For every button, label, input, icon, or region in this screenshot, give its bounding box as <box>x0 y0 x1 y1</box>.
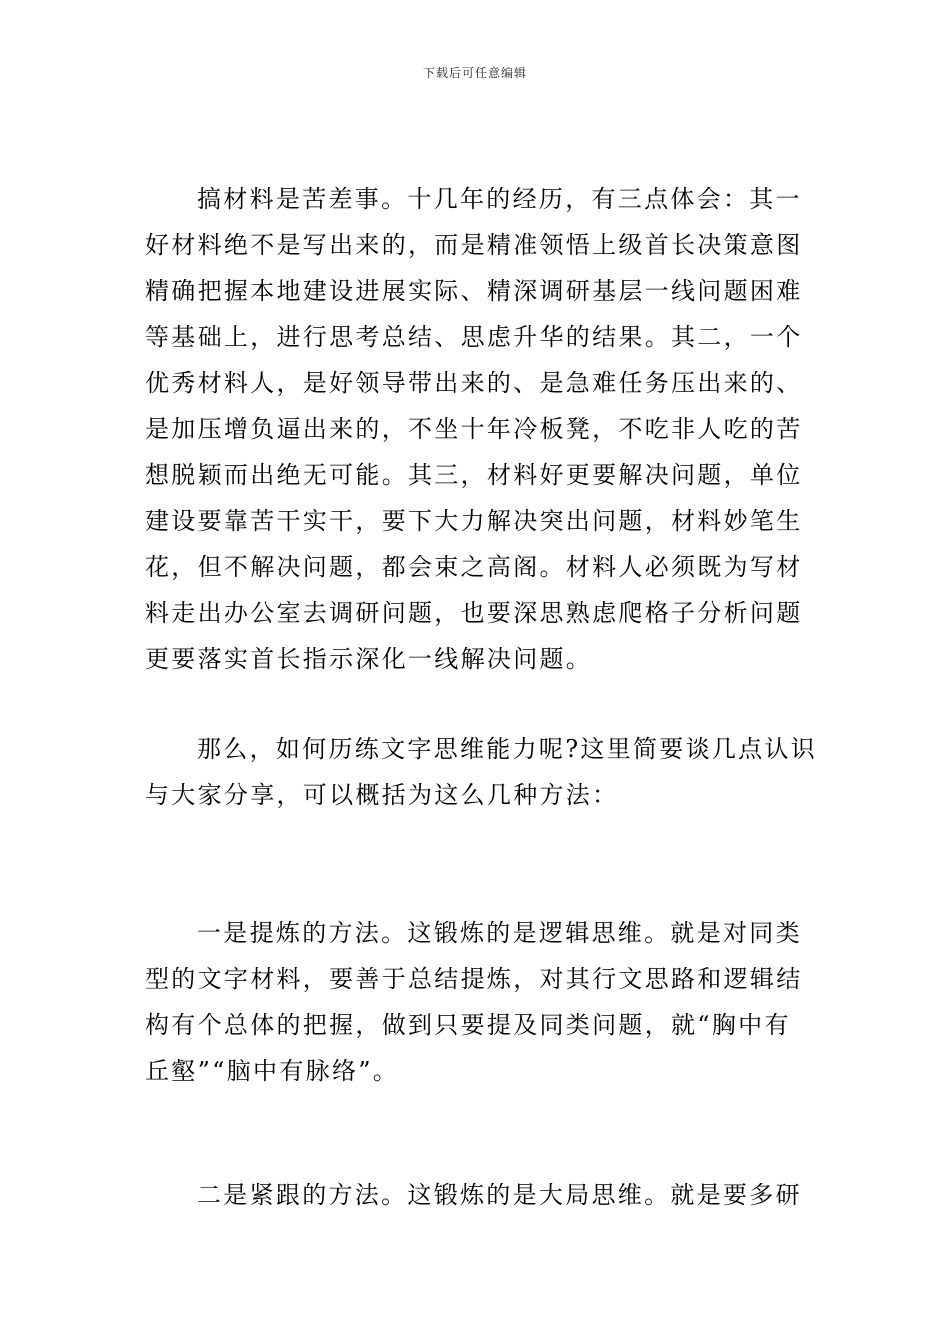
paragraph-experience <box>145 176 809 682</box>
text-line: 想脱颖而出绝无可能。其三，材料好更要解决问题，单位 <box>145 461 803 489</box>
text-line: 建设要靠苦干实干，要下大力解决突出问题，材料妙笔生 <box>145 507 803 535</box>
paragraph-method-one <box>145 910 809 1094</box>
text-line: 是加压增负逼出来的，不坐十年冷板凳，不吃非人吃的苦 <box>145 415 803 443</box>
text-line: 更要落实首长指示深化一线解决问题。 <box>145 645 593 673</box>
text-line: 等基础上，进行思考总结、思虑升华的结果。其二，一个 <box>145 323 803 351</box>
paragraph-intro-methods <box>145 726 818 818</box>
text-line: 型的文字材料，要善于总结提炼，对其行文思路和逻辑结 <box>145 965 803 993</box>
text-line: 与大家分享，可以概括为这么几种方法： <box>145 781 619 809</box>
text-line: 优秀材料人，是好领导带出来的、是急难任务压出来的、 <box>145 369 803 397</box>
text-line: 那么，如何历练文字思维能力呢?这里简要谈几点认识 <box>197 735 818 763</box>
text-line: 花，但不解决问题，都会束之高阁。材料人必须既为写材 <box>145 553 803 581</box>
text-line: 丘壑”“脑中有脉络”。 <box>145 1057 400 1085</box>
page-header: 下载后可任意编辑 <box>422 66 527 80</box>
text-line: 一是提炼的方法。这锻炼的是逻辑思维。就是对同类 <box>197 919 802 947</box>
text-line: 精确把握本地建设进展实际、精深调研基层一线问题困难 <box>145 277 803 305</box>
paragraph-method-two <box>145 1172 809 1218</box>
text-line: 料走出办公室去调研问题，也要深思熟虑爬格子分析问题 <box>145 599 803 627</box>
text-line: 构有个总体的把握，做到只要提及同类问题，就“胸中有 <box>145 1011 791 1039</box>
text-line: 好材料绝不是写出来的，而是精准领悟上级首长决策意图 <box>145 231 803 259</box>
text-line: 搞材料是苦差事。十几年的经历，有三点体会：其一 <box>197 185 802 213</box>
text-line: 二是紧跟的方法。这锻炼的是大局思维。就是要多研 <box>197 1181 802 1209</box>
